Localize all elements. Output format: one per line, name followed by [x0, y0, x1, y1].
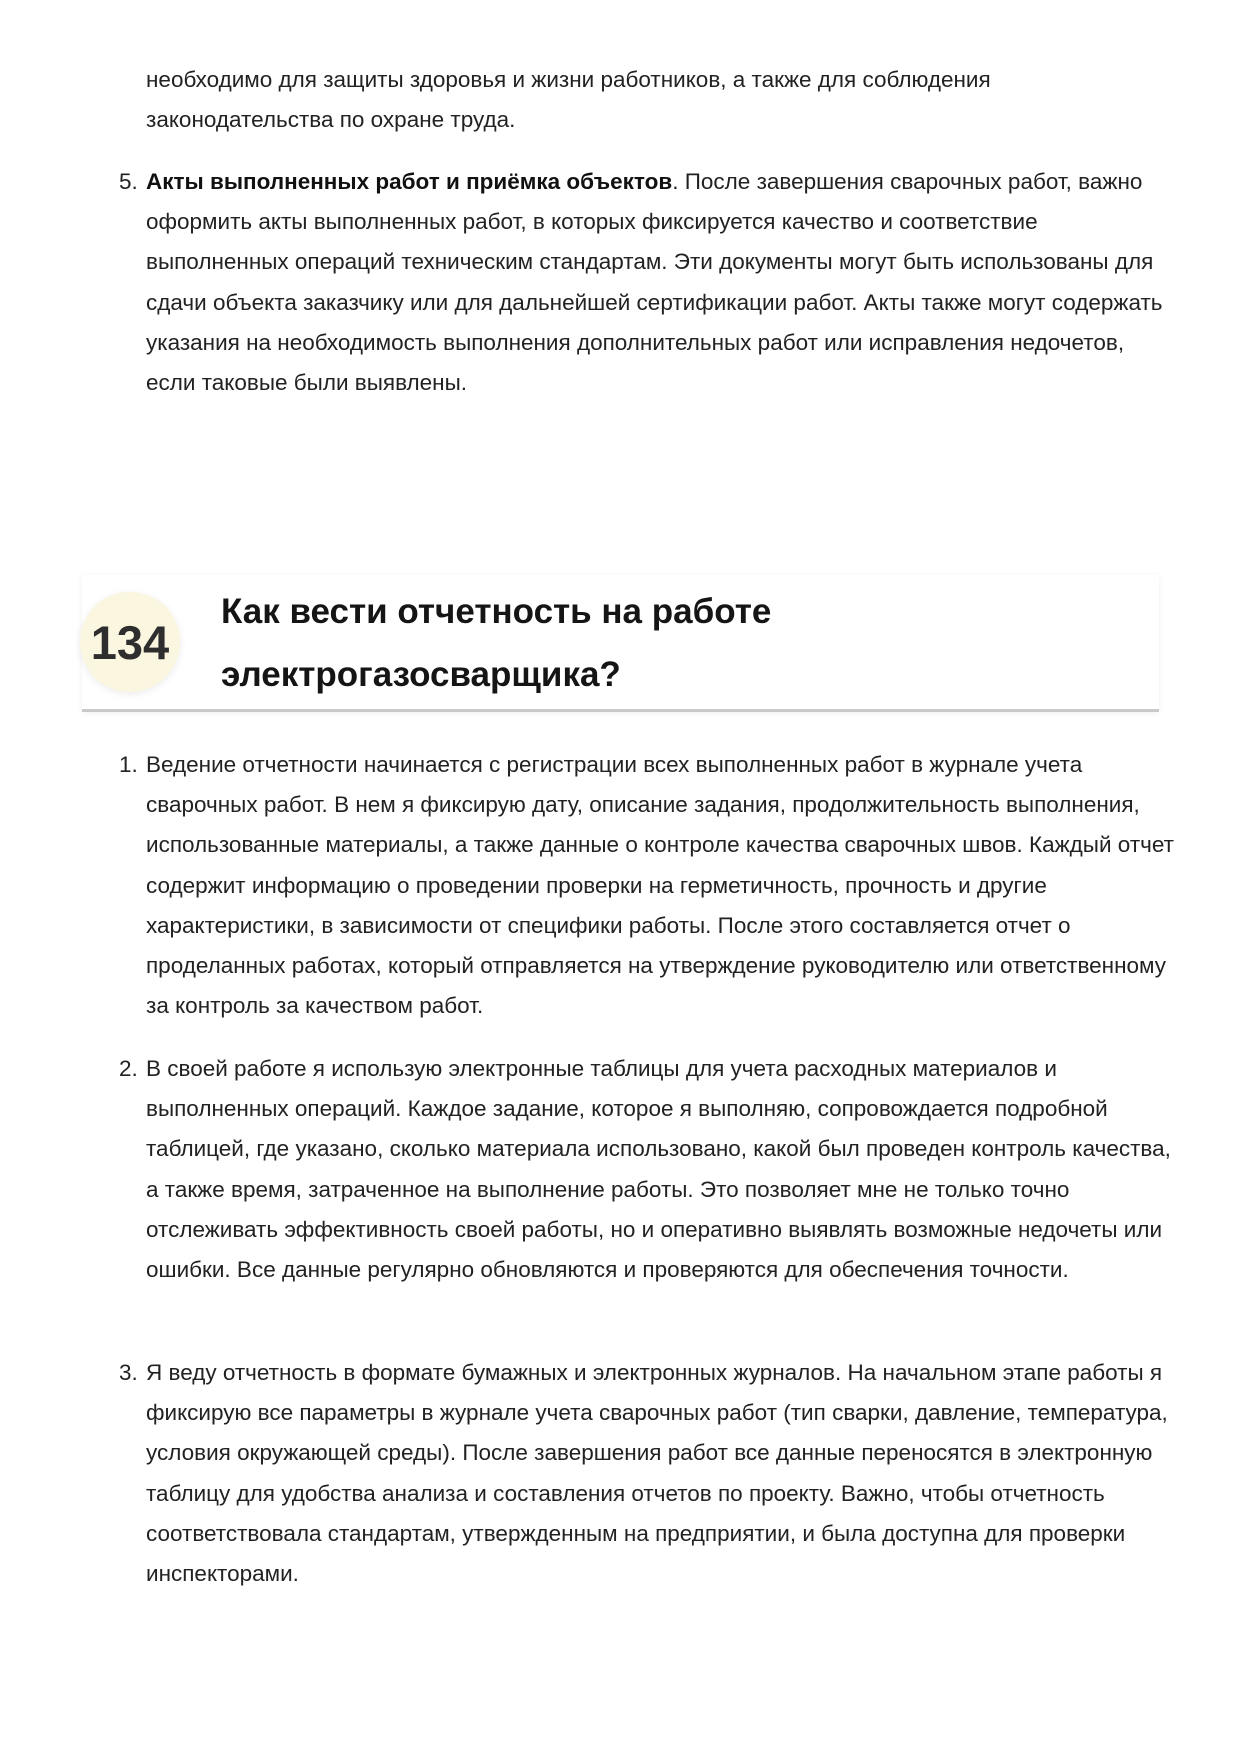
list-item-number: 2. — [119, 1056, 138, 1081]
paragraph-line: необходимо для защиты здоровья и жизни работников, а также для соблюдения — [146, 67, 991, 92]
list-item-text: Ведение отчетности начинается с регистрации всех выполненных работ в журнале учета сварочных работ. В нем я фиксирую дату, описание задания, продолжительность выполнения, использованные материалы, а также данные о контроле качества сварочных швов. Каждый отчет содержит информацию о проведении проверки на герметичность, прочность и другие характеристики, в зависимости от специфики работы. После этого составляется отчет о проделанных работах, который отправляется на утверждение руководителю или ответственному за контроль за качеством работ. — [146, 752, 1174, 1019]
list-item-bold-title: Акты выполненных работ и приёмка объектов — [146, 169, 673, 194]
previous-item-continuation — [146, 60, 1176, 140]
list-item-text: В своей работе я использую электронные таблицы для учета расходных материалов и выполненных операций. Каждое задание, которое я выполняю, сопровождается подробной таблицей, где указано, сколько материала использовано, какой был проведен контроль качества, а также время, затраченное на выполнение работы. Это позволяет мне не только точно отслеживать эффективность своей работы, но и оперативно выявлять возможные недочеты или ошибки. Все данные регулярно обновляются и проверяются для обеспечения точности. — [146, 1056, 1171, 1283]
list-item-number: 1. — [119, 752, 138, 777]
list-item-text: . После завершения сварочных работ, важно оформить акты выполненных работ, в которых фиксируется качество и соответствие выполненных операций техническим стандартам. Эти документы могут быть использованы для сдачи объекта заказчику или для дальнейшей сертификации работ. Акты также могут содержать указания на необходимость выполнения дополнительных работ или исправления недочетов, если таковые были выявлены. — [146, 169, 1163, 396]
list-item-number: 3. — [119, 1360, 138, 1385]
section-number-badge: 134 — [80, 592, 180, 692]
list-item-text: Я веду отчетность в формате бумажных и электронных журналов. На начальном этапе работы я фиксирую все параметры в журнале учета сварочных работ (тип сварки, давление, температура, условия окружающей среды). После завершения работ все данные переносятся в электронную таблицу для удобства анализа и составления отчетов по проекту. Важно, чтобы отчетность соответствовала стандартам, утвержденным на предприятии, и была доступна для проверки инспекторами. — [146, 1360, 1168, 1587]
list-item-number: 5. — [119, 169, 138, 194]
paragraph-line: законодательства по охране труда. — [146, 107, 516, 132]
list-item — [119, 1049, 1176, 1290]
list-item — [119, 162, 1176, 403]
list-item — [119, 1353, 1176, 1594]
list-item — [119, 745, 1176, 1026]
section-title: Как вести отчетность на работе электрогазосварщика? — [221, 592, 772, 694]
